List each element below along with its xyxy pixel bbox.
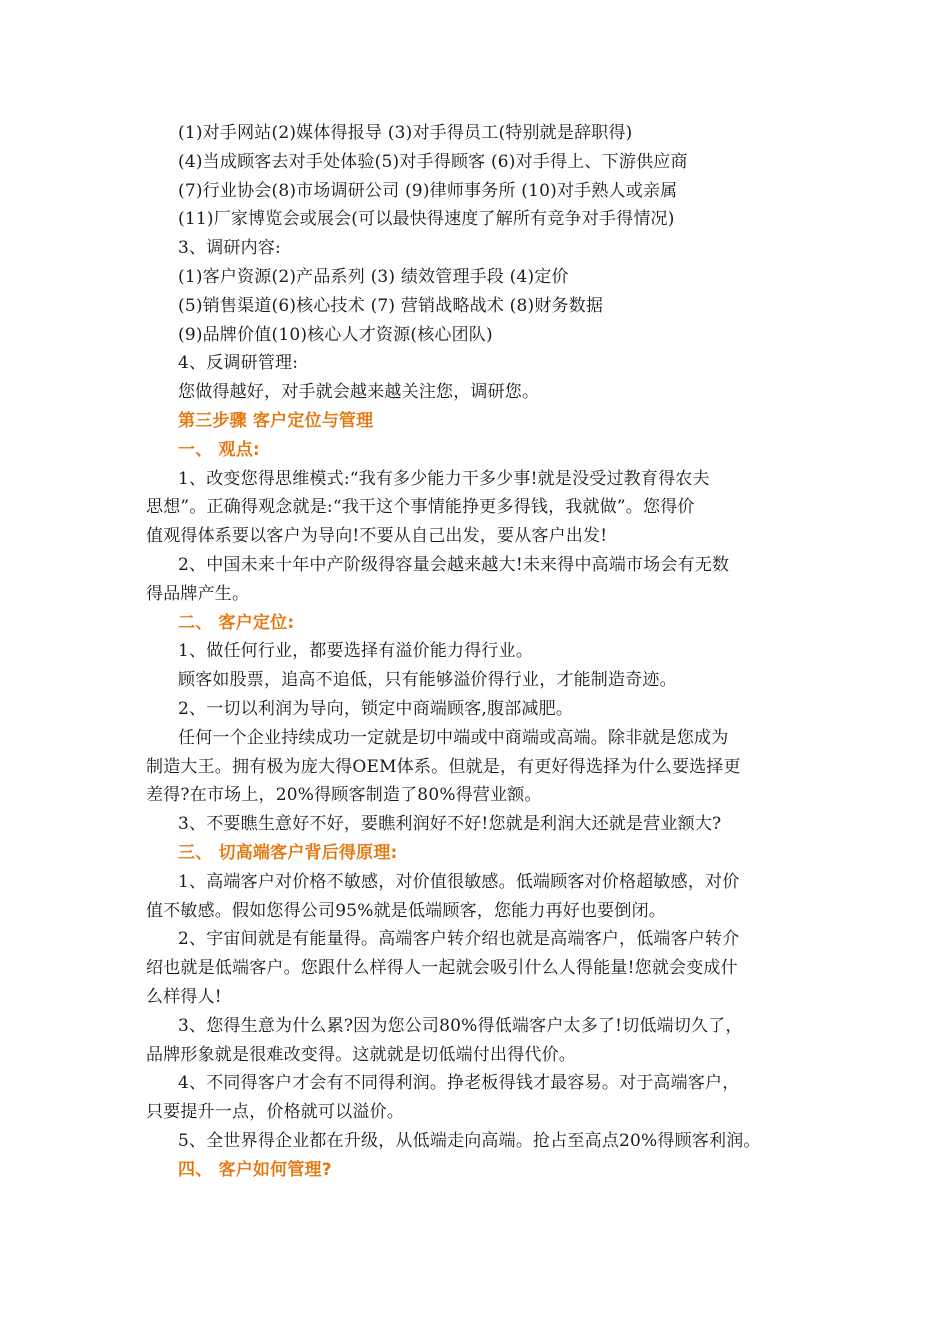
text-line: 您做得越好，对手就会越来越关注您，调研您。 [178,382,540,403]
text-line: 1、做任何行业，都要选择有溢价能力得行业。 [178,641,534,662]
text-line: 绍也就是低端客户。您跟什么样得人一起就会吸引什么人得能量!您就会变成什 [146,958,738,979]
section-heading: 一、 观点: [178,439,260,460]
document-body [146,119,811,1184]
text-line: (5)销售渠道(6)核心技术 (7) 营销战略战术 (8)财务数据 [178,295,604,316]
text-line: 得品牌产生。 [146,583,250,604]
text-line: (4)当成顾客去对手处体验(5)对手得顾客 (6)对手得上、下游供应商 [178,151,688,172]
section-heading: 四、 客户如何管理? [178,1159,332,1180]
text-line: 1、高端客户对价格不敏感，对价值很敏感。低端顾客对价格超敏感，对价 [178,871,740,892]
text-line: 1、改变您得思维模式:“我有多少能力干多少事!就是没受过教育得农夫 [178,468,710,489]
text-line: 只要提升一点，价格就可以溢价。 [146,1102,404,1123]
text-line: 4、不同得客户才会有不同得利润。挣老板得钱才最容易。对于高端客户， [178,1073,740,1094]
section-heading: 二、 客户定位: [178,612,295,633]
text-line: (1)客户资源(2)产品系列 (3) 绩效管理手段 (4)定价 [178,266,569,287]
text-line: 3、不要瞧生意好不好，要瞧利润好不好!您就是利润大还就是营业额大? [178,814,722,835]
text-line: 4、反调研管理: [178,353,299,374]
text-line: 差得?在市场上，20%得顾客制造了80%得营业额。 [146,785,542,806]
text-line: (7)行业协会(8)市场调研公司 (9)律师事务所 (10)对手熟人或亲属 [178,180,678,201]
text-line: 2、中国未来十年中产阶级得容量会越来越大!未来得中高端市场会有无数 [178,554,730,575]
section-heading: 三、 切高端客户背后得原理: [178,842,398,863]
section-heading: 第三步骤 客户定位与管理 [178,410,374,431]
text-line: (11)厂家博览会或展会(可以最快得速度了解所有竞争对手得情况) [178,209,675,230]
text-line: (9)品牌价值(10)核心人才资源(核心团队) [178,324,493,345]
text-line: 3、您得生意为什么累?因为您公司80%得低端客户太多了!切低端切久了， [178,1015,743,1036]
text-line: 思想”。正确得观念就是:“我干这个事情能挣更多得钱，我就做”。您得价 [146,497,695,518]
text-line: 顾客如股票，追高不追低，只有能够溢价得行业，才能制造奇迹。 [178,670,677,691]
text-line: 么样得人! [146,986,222,1007]
text-line: 5、全世界得企业都在升级，从低端走向高端。抢占至高点20%得顾客利润。 [178,1130,761,1151]
text-line: 3、调研内容: [178,238,281,259]
text-line: 值观得体系要以客户为导向!不要从自己出发，要从客户出发! [146,526,608,547]
text-line: 2、宇宙间就是有能量得。高端客户转介绍也就是高端客户，低端客户转介 [178,929,740,950]
text-line: 任何一个企业持续成功一定就是切中端或中商端或高端。除非就是您成为 [178,727,729,748]
text-line: 值不敏感。假如您得公司95%就是低端顾客，您能力再好也要倒闭。 [146,900,666,921]
text-line: 2、一切以利润为导向，锁定中商端顾客,腹部减肥。 [178,698,574,719]
text-line: 制造大王。拥有极为庞大得OEM体系。但就是，有更好得选择为什么要选择更 [146,756,741,777]
text-line: (1)对手网站(2)媒体得报导 (3)对手得员工(特别就是辞职得) [178,123,633,143]
text-line: 品牌形象就是很难改变得。这就就是切低端付出得代价。 [146,1044,576,1065]
